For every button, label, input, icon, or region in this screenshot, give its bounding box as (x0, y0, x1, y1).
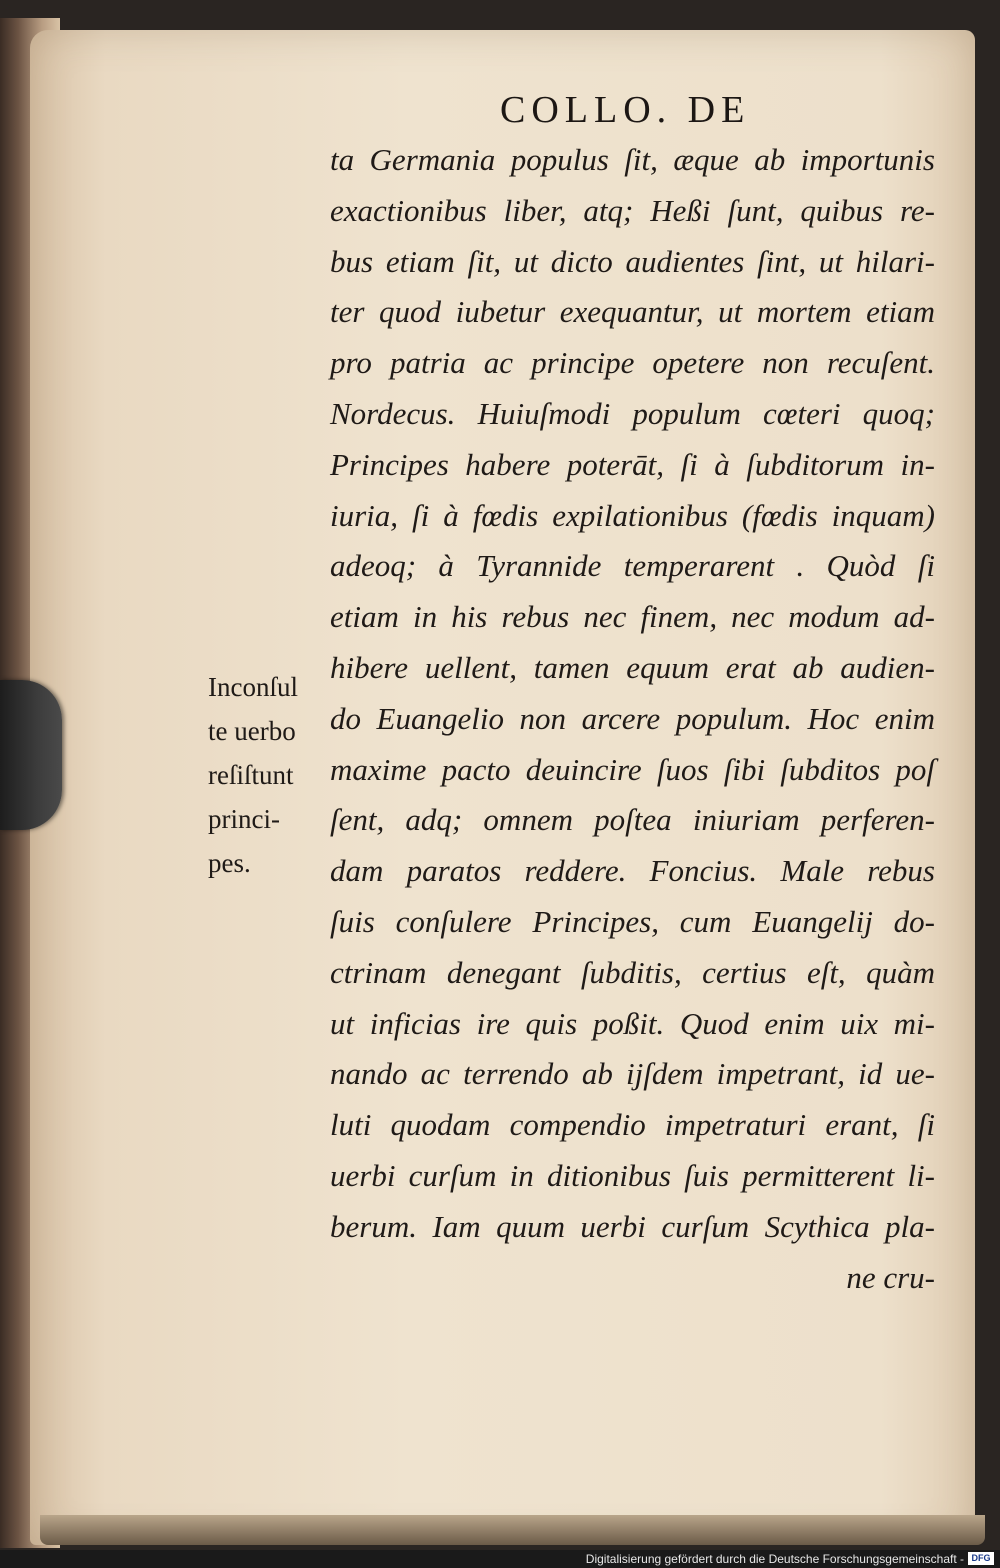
text-line: bus etiam ſit, ut dicto audientes ſint, ut hilari- (330, 243, 935, 279)
margin-note-line: reſiſtunt (208, 760, 294, 790)
text-line: ſuis conſulere Principes, cum Euangelij do- (330, 903, 935, 939)
footer-credit: Digitalisierung gefördert durch die Deutsche Forschungsgemeinschaft - (585, 1552, 964, 1566)
text-line: dam paratos reddere. Foncius. Male rebus (330, 853, 935, 889)
text-line: hibere uellent, tamen equum erat ab audien- (330, 649, 935, 685)
text-line: berum. Iam quum uerbi curſum Scythica pla- (330, 1208, 935, 1244)
margin-note-line: pes. (208, 848, 251, 878)
margin-note-line: Inconſul (208, 672, 298, 702)
text-line: adeoq; à Tyrannide temperarent . Quòd ſi (330, 548, 935, 584)
margin-note (208, 665, 323, 885)
text-line: exactionibus liber, atq; Heßi ſunt, quibus re- (330, 192, 935, 228)
text-line: etiam in his rebus nec finem, nec modum ad- (330, 599, 935, 635)
dfg-logo-icon: DFG (968, 1552, 994, 1565)
page-stack-bottom (40, 1515, 985, 1545)
text-line: ut inficias ire quis poßit. Quod enim uix mi- (330, 1005, 935, 1041)
text-line: luti quodam compendio impetraturi erant, ſi (330, 1107, 935, 1143)
text-line: ſent, adq; omnem poſtea iniuriam perferen- (330, 802, 935, 838)
running-head: COLLO. DE (500, 89, 751, 131)
margin-note-line: te uerbo (208, 716, 296, 746)
text-line: do Euangelio non arcere populum. Hoc enim (330, 700, 935, 736)
text-line: iuria, ſi à fœdis expilationibus (fœdis inquam) (330, 497, 935, 533)
margin-note-line: princi- (208, 804, 280, 834)
body-text (330, 135, 935, 1303)
text-line: pro patria ac principe opetere non recuſent. (330, 345, 935, 381)
book-clasp (0, 680, 62, 830)
text-line: Nordecus. Huiuſmodi populum cœteri quoq; (330, 395, 935, 431)
text-line: uerbi curſum in ditionibus ſuis permitterent li- (330, 1157, 935, 1193)
text-line: Principes habere poterāt, ſi à ſubditorum in- (330, 446, 935, 482)
text-line: maxime pacto deuincire ſuos ſibi ſubditos poſ (330, 751, 935, 787)
catchword: ne cru- (846, 1259, 935, 1295)
text-line: nando ac terrendo ab ijſdem impetrant, id ue- (330, 1056, 935, 1092)
text-line: ter quod iubetur exequantur, ut mortem etiam (330, 294, 935, 330)
text-line: ta Germania populus ſit, æque ab importunis (330, 142, 935, 177)
text-line: ctrinam denegant ſubditis, certius eſt, quàm (330, 954, 935, 990)
